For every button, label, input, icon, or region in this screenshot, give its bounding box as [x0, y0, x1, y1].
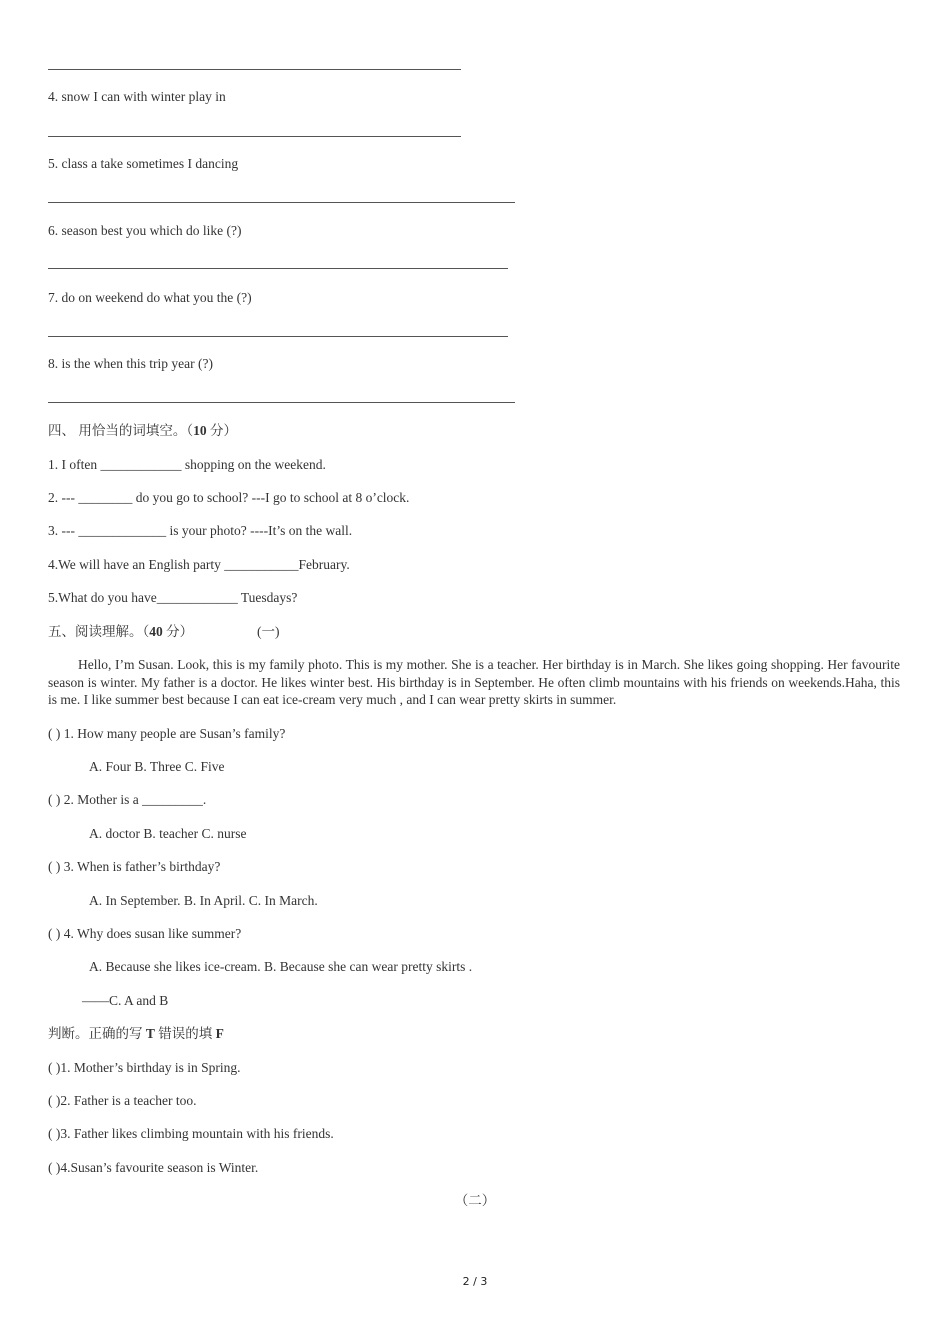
judge-item-3: ( )3. Father likes climbing mountain with his friends.: [48, 1126, 334, 1141]
question-1: ( ) 1. How many people are Susan’s family?: [48, 726, 286, 741]
answer-line: [48, 202, 515, 203]
fill-item-3: 3. --- _____________ is your photo? ----It’s on the wall.: [48, 523, 353, 538]
answer-line: [48, 268, 508, 269]
answer-line: [48, 402, 515, 403]
fill-item-2: 2. --- ________ do you go to school? ---I go to school at 8 o’clock.: [48, 490, 410, 505]
fill-item-1: 1. I often ____________ shopping on the weekend.: [48, 457, 326, 472]
reorder-item-8: 8. is the when this trip year (?): [48, 356, 213, 371]
judge-item-1: ( )1. Mother’s birthday is in Spring.: [48, 1060, 241, 1075]
section5-heading: 五、阅读理解。（40 分）: [48, 624, 194, 639]
reading-passage: Hello, I’m Susan. Look, this is my family photo. This is my mother. She is a teacher. Her birthday is in March. She likes going shopping. Her favourite season is winter. My father is a doctor. He likes winter best. His birthday is in September. He often climb mountains with his friends on weekends.Haha, this is me. I like summer best because I can eat ice-cream very much , and I can wear pretty skirts in summer.: [48, 657, 900, 707]
question-2: ( ) 2. Mother is a _________.: [48, 792, 207, 807]
answer-line: [48, 136, 461, 137]
reorder-item-4: 4. snow I can with winter play in: [48, 89, 226, 104]
reorder-item-6: 6. season best you which do like (?): [48, 223, 242, 238]
part-two-label: （二）: [454, 1193, 496, 1208]
judge-heading: 判断。正确的写 T 错误的填 F: [48, 1026, 224, 1041]
reorder-item-5: 5. class a take sometimes I dancing: [48, 156, 239, 171]
answer-line: [48, 69, 461, 70]
question-3-options: A. In September. B. In April. C. In March.: [89, 893, 318, 908]
page-number: 2 / 3: [462, 1275, 488, 1288]
judge-item-4: ( )4.Susan’s favourite season is Winter.: [48, 1160, 259, 1175]
part-one-label: (一): [257, 624, 280, 639]
fill-item-5: 5.What do you have____________ Tuesdays?: [48, 590, 298, 605]
question-2-options: A. doctor B. teacher C. nurse: [89, 826, 247, 841]
answer-line: [48, 336, 508, 337]
question-4-options: A. Because she likes ice-cream. B. Because she can wear pretty skirts .: [89, 959, 473, 974]
question-1-options: A. Four B. Three C. Five: [89, 759, 225, 774]
question-3: ( ) 3. When is father’s birthday?: [48, 859, 221, 874]
fill-item-4: 4.We will have an English party ___________February.: [48, 557, 350, 572]
question-4: ( ) 4. Why does susan like summer?: [48, 926, 242, 941]
question-4-option-c: ——C. A and B: [82, 993, 169, 1008]
section4-heading: 四、 用恰当的词填空。（10 分）: [48, 423, 237, 438]
reorder-item-7: 7. do on weekend do what you the (?): [48, 290, 252, 305]
judge-item-2: ( )2. Father is a teacher too.: [48, 1093, 197, 1108]
